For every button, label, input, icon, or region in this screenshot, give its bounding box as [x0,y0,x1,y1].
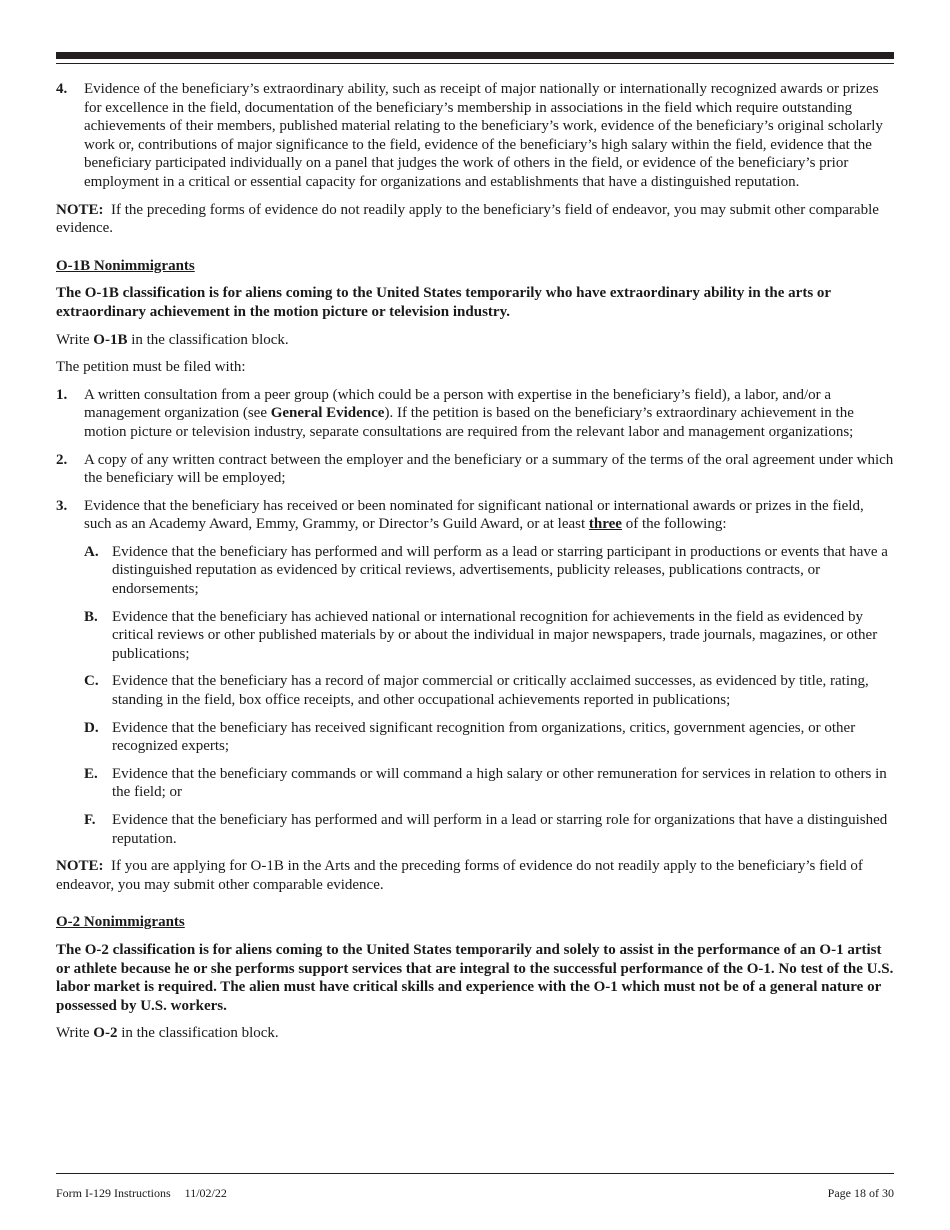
sub-item-b [84,608,894,664]
item-text-post: of the following: [625,516,727,533]
sub-item-letter: E. [84,765,98,782]
note-label: NOTE: [56,201,104,218]
footer-page-number: Page 18 of 30 [827,1186,894,1200]
item-number: 2. [56,451,68,468]
item-number: 4. [56,81,68,97]
item-text [84,497,894,534]
section-heading-o1b: O-1B Nonimmigrants [56,257,195,274]
sub-item-d [84,719,894,756]
item-text: A copy of any written contract between the employer and the beneficiary or a summary of the terms of the oral agreement under which the beneficiary will be employed; [84,451,894,487]
o2-write-instruction [56,1024,894,1043]
sub-item-text: Evidence that the beneficiary has received significant recognition from organizations, critics, government agencies, or other recognized experts; [112,719,856,755]
top-rule-thin [56,63,894,64]
list-item-1 [56,386,894,442]
sub-item-c [84,672,894,709]
list-item-4 [56,80,894,192]
classification-code: O-1B [93,331,128,348]
sub-item-text: Evidence that the beneficiary has achieved national or international recognition for achievements in the field as evidenced by critical reviews or other published materials by or about the individual in major newspapers, trade journals, magazines, or other publications; [112,608,878,662]
o1b-write-instruction [56,331,894,350]
section-heading-o2: O-2 Nonimmigrants [56,914,185,931]
write-post: in the classification block. [121,1025,279,1042]
note-paragraph [56,857,894,894]
item-number: 1. [56,386,68,403]
note-text: If the preceding forms of evidence do not readily apply to the beneficiary’s field of endeavor, you may submit other comparable evidence. [56,201,879,237]
footer-left [56,1186,227,1201]
sub-item-letter: A. [84,543,99,560]
write-pre: Write [56,331,90,348]
sub-item-text: Evidence that the beneficiary has performed and will perform as a lead or starring participant in productions or events that have a distinguished reputation as evidenced by critical reviews, advertisements, publicity releases, publications contracts, or endorsements; [112,543,888,598]
o2-intro: The O-2 classification is for aliens coming to the United States temporarily and solely to assist in the performance of an O-1 artist or athlete because he or she performs support services that are integral to the successful performance of the O-1. No test of the U.S. labor market is required. The alien must have critical skills and experience with the O-1 which must not be of a general nature or possessed by U.S. workers. [56,941,894,1014]
top-rule-thick [56,52,894,59]
sub-item-letter: C. [84,673,99,690]
note-text: If you are applying for O-1B in the Arts and the preceding forms of evidence do not readily apply to the beneficiary’s field of endeavor, you may submit other comparable evidence. [56,858,863,893]
sub-item-e [84,765,894,802]
classification-code: O-2 [93,1025,118,1042]
item-text: Evidence of the beneficiary’s extraordinary ability, such as receipt of major nationally or internationally recognized awards or prizes for excellence in the field, documentation of the beneficiary’s membership in associations in the field which require outstanding achievements of their members, published material relating to the beneficiary’s work, evidence of the beneficiary’s original scholarly work or, contributions of major significance to the field, evidence of the beneficiary’s high salary within the field, evidence that the beneficiary participated individually on a panel that judges the work of others in the field, or evidence of the beneficiary’s prior employment in a critical or essential capacity for organizations and establishments that have a distinguished reputation. [84,81,883,190]
general-evidence-ref: General Evidence [270,405,385,422]
footer-form-name: Form I-129 Instructions [56,1186,171,1200]
page-footer [56,1186,894,1201]
o1b-filed-with: The petition must be filed with: [56,359,246,376]
footer-date: 11/02/22 [184,1186,227,1200]
note-paragraph [56,201,894,238]
sub-item-letter: D. [84,719,99,736]
sub-item-text: Evidence that the beneficiary has performed and will perform in a lead or starring role for organizations that have a distinguished reputation. [112,812,888,847]
emphasis-three: three [588,516,622,533]
write-pre: Write [56,1025,90,1042]
sub-item-f [84,811,894,848]
item-text-pre: Evidence that the beneficiary has received or been nominated for significant national or international awards or prizes in the field, such as an Academy Award, Emmy, Grammy, or Director’s Guild Award, or at least [84,497,864,533]
item-number: 3. [56,497,68,514]
sub-item-text: Evidence that the beneficiary has a record of major commercial or critically acclaimed successes, as evidenced by title, rating, standing in the field, box office receipts, and other occupational achievements reported in publications; [112,673,869,709]
list-item-2 [56,451,894,488]
sub-item-a [84,543,894,599]
page-content [56,80,894,1052]
item-text-post: ). If the petition is based on the beneficiary’s extraordinary achievement in the motion picture or television industry, separate consultations are required from the relevant labor and management organizations; [84,405,854,440]
sub-item-text: Evidence that the beneficiary commands or will command a high salary or other remuneration for services in relation to others in the field; or [112,765,887,801]
write-post: in the classification block. [131,331,289,348]
sub-item-letter: B. [84,608,98,625]
list-item-3 [56,497,894,534]
item-text-pre: A written consultation from a peer group (which could be a person with expertise in the beneficiary’s field), a labor, and/or a management organization (see [84,386,832,422]
note-label: NOTE: [56,858,104,875]
footer-rule [56,1173,894,1174]
sub-item-letter: F. [84,812,96,828]
item-text [84,386,894,442]
o1b-intro: The O-1B classification is for aliens coming to the United States temporarily who have extraordinary ability in the arts or extraordinary achievement in the motion picture or television industry. [56,285,831,320]
